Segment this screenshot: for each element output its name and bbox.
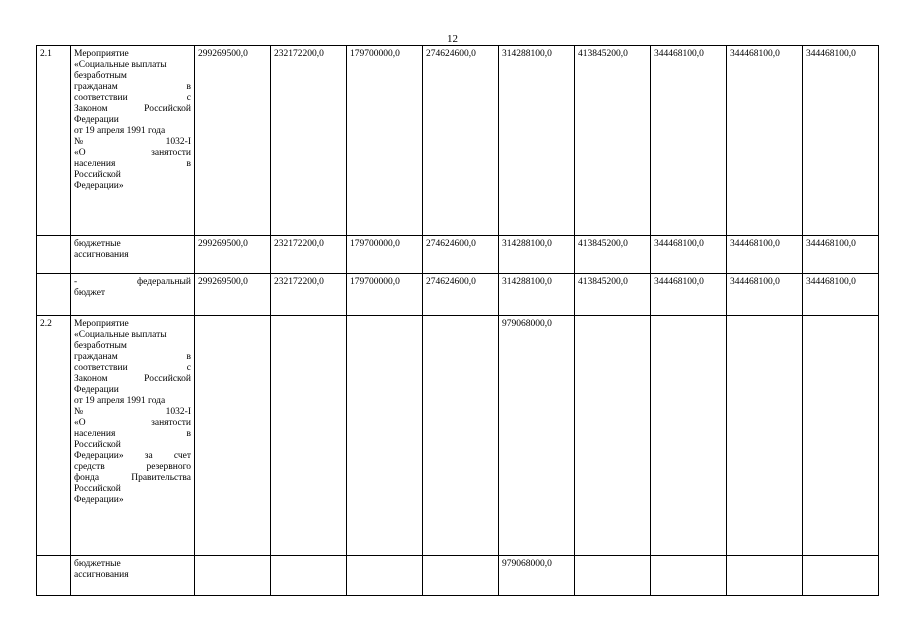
value-cell: 299269500,0: [195, 46, 271, 236]
row-name-line: бюджет: [74, 288, 106, 298]
value-cell: [727, 316, 803, 556]
row-name-line: № 1032-I: [74, 137, 191, 147]
table-row: [37, 274, 879, 316]
value-cell: [651, 316, 727, 556]
row-name: [71, 236, 195, 274]
value-cell: 179700000,0: [347, 274, 423, 316]
value-cell: [651, 556, 727, 596]
value-cell: 344468100,0: [803, 236, 879, 274]
table-row: [37, 556, 879, 596]
row-name-line: Российской: [74, 440, 121, 450]
row-name-line: бюджетные: [74, 559, 121, 569]
value-cell: 344468100,0: [803, 46, 879, 236]
row-name-line: № 1032-I: [74, 407, 191, 417]
value-cell: 232172200,0: [271, 236, 347, 274]
value-cell: 979068000,0: [499, 556, 575, 596]
value-cell: [803, 316, 879, 556]
value-cell: [195, 316, 271, 556]
value-cell: 344468100,0: [727, 46, 803, 236]
row-name: [71, 556, 195, 596]
row-name-line: «О занятости: [74, 418, 191, 428]
value-cell: 344468100,0: [803, 274, 879, 316]
row-index: 2.2: [37, 316, 71, 556]
table-row: [37, 46, 879, 236]
row-index: 2.1: [37, 46, 71, 236]
row-name: [71, 274, 195, 316]
row-name-line: Федерации»: [74, 495, 124, 505]
row-name-line: Российской: [74, 484, 121, 494]
row-name-line: гражданам в: [74, 82, 191, 92]
value-cell: 232172200,0: [271, 46, 347, 236]
value-cell: 413845200,0: [575, 274, 651, 316]
row-name-line: гражданам в: [74, 352, 191, 362]
row-name-line: от 19 апреля 1991 года: [74, 126, 166, 136]
value-cell: 344468100,0: [727, 274, 803, 316]
value-cell: 314288100,0: [499, 274, 575, 316]
value-cell: 979068000,0: [499, 316, 575, 556]
row-name-line: средств резервного: [74, 462, 191, 472]
value-cell: 274624600,0: [423, 274, 499, 316]
row-name-line: фонда Правительства: [74, 473, 191, 483]
value-cell: [803, 556, 879, 596]
value-cell: [271, 316, 347, 556]
row-name-line: ассигнования: [74, 570, 129, 580]
row-name-line: Законом Российской: [74, 104, 191, 114]
row-index: [37, 236, 71, 274]
value-cell: [347, 556, 423, 596]
row-name: [71, 46, 195, 236]
value-cell: [423, 316, 499, 556]
table-row: [37, 236, 879, 274]
value-cell: 413845200,0: [575, 236, 651, 274]
row-name-line: «Социальные выплаты: [74, 60, 167, 70]
row-name-line: Законом Российской: [74, 374, 191, 384]
budget-table: [36, 45, 879, 596]
row-name-line: населения в: [74, 429, 191, 439]
row-index: [37, 556, 71, 596]
row-name-line: безработным: [74, 341, 127, 351]
row-name-line: Федерации: [74, 115, 119, 125]
value-cell: [575, 316, 651, 556]
value-cell: [347, 316, 423, 556]
value-cell: [195, 556, 271, 596]
row-name-line: Федерации: [74, 385, 119, 395]
row-name-line: «О занятости: [74, 148, 191, 158]
value-cell: [423, 556, 499, 596]
value-cell: 413845200,0: [575, 46, 651, 236]
row-name-line: соответствии с: [74, 93, 191, 103]
row-name-line: Федерации»: [74, 181, 124, 191]
row-name-line: - федеральный: [74, 277, 191, 287]
row-name: [71, 316, 195, 556]
value-cell: 314288100,0: [499, 46, 575, 236]
row-name-line: бюджетные: [74, 239, 121, 249]
value-cell: 344468100,0: [651, 236, 727, 274]
value-cell: [727, 556, 803, 596]
row-name-line: Российской: [74, 170, 121, 180]
value-cell: 179700000,0: [347, 46, 423, 236]
value-cell: 344468100,0: [727, 236, 803, 274]
row-name-line: безработным: [74, 71, 127, 81]
table-row: [37, 316, 879, 556]
value-cell: 274624600,0: [423, 236, 499, 274]
value-cell: [271, 556, 347, 596]
row-name-line: соответствии с: [74, 363, 191, 373]
page-number: 12: [447, 33, 458, 45]
value-cell: 299269500,0: [195, 236, 271, 274]
row-name-line: ассигнования: [74, 250, 129, 260]
row-index: [37, 274, 71, 316]
value-cell: 344468100,0: [651, 274, 727, 316]
row-name-line: «Социальные выплаты: [74, 330, 167, 340]
row-name-line: Федерации» за счет: [74, 451, 191, 461]
value-cell: 314288100,0: [499, 236, 575, 274]
table-body: [37, 46, 879, 596]
value-cell: 232172200,0: [271, 274, 347, 316]
value-cell: 344468100,0: [651, 46, 727, 236]
row-name-line: населения в: [74, 159, 191, 169]
row-name-line: Мероприятие: [74, 49, 129, 59]
row-name-line: Мероприятие: [74, 319, 129, 329]
row-name-line: от 19 апреля 1991 года: [74, 396, 166, 406]
value-cell: [575, 556, 651, 596]
value-cell: 179700000,0: [347, 236, 423, 274]
value-cell: 299269500,0: [195, 274, 271, 316]
value-cell: 274624600,0: [423, 46, 499, 236]
